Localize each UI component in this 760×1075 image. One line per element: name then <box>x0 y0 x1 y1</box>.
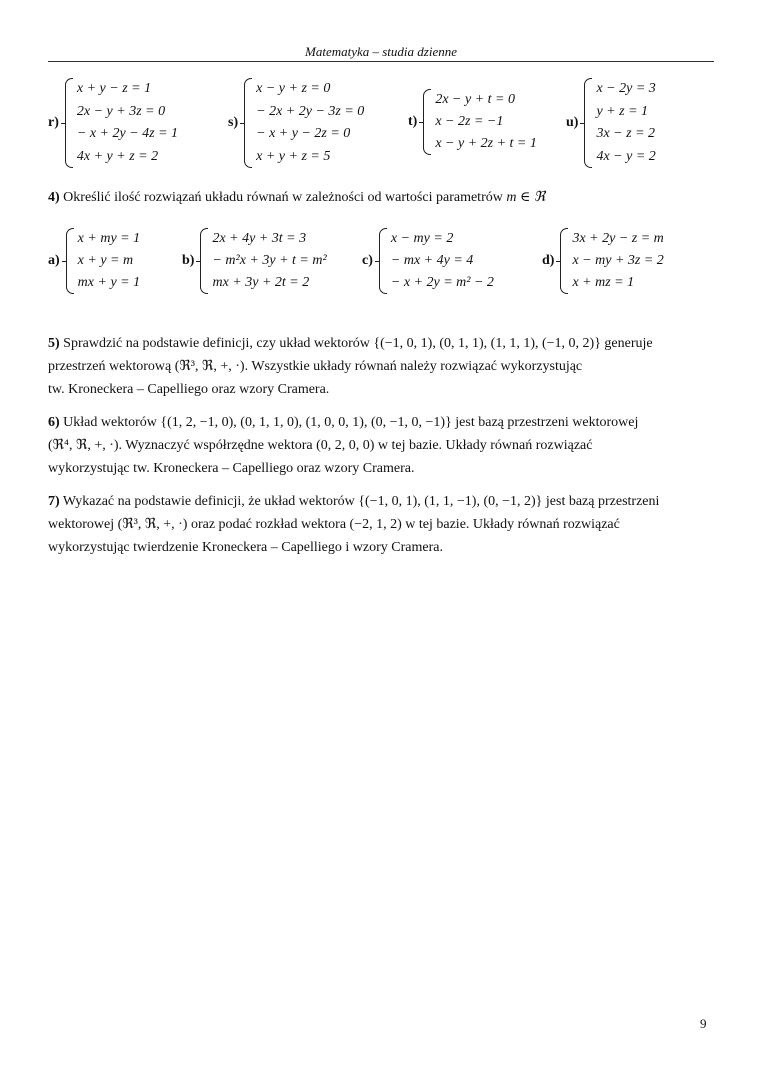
equation: − m²x + 3y + t = m² <box>212 253 327 268</box>
header-rule <box>48 61 714 62</box>
section-6-line-3: wykorzystując tw. Kroneckera – Capelliego oraz wzory Cramera. <box>48 461 415 476</box>
system-label: c) <box>362 253 373 268</box>
brace <box>200 228 208 294</box>
section-number: 6) <box>48 415 60 430</box>
system-label: d) <box>542 253 555 268</box>
equation: 3x + 2y − z = m <box>572 231 664 246</box>
equation: 3x − z = 2 <box>596 126 656 141</box>
equation: y + z = 1 <box>596 103 649 119</box>
paragraph-text: Sprawdzić na podstawie definicji, czy układ wektorów {(−1, 0, 1), (0, 1, 1), (1, 1, 1), (−1, 0, 2)} generuje <box>63 336 653 351</box>
section-number: 7) <box>48 494 60 509</box>
section-4-heading <box>48 186 714 209</box>
equation: − x + 2y = m² − 2 <box>390 275 494 290</box>
section-7 <box>48 490 714 559</box>
brace <box>379 228 387 294</box>
equation: 2x + 4y + 3t = 3 <box>212 231 307 246</box>
page-number: 9 <box>700 1016 707 1031</box>
section-7-line-1 <box>48 490 714 513</box>
brace <box>560 228 568 294</box>
system-b <box>182 228 327 294</box>
system-c <box>362 228 494 294</box>
system-u <box>566 78 656 168</box>
equation: x − y + 2z + t = 1 <box>435 136 537 151</box>
paragraph-text: Wykazać na podstawie definicji, że układ wektorów {(−1, 0, 1), (1, 1, −1), (0, −1, 2)} jest bazą przestrzeni <box>62 494 660 509</box>
brace <box>584 78 592 168</box>
page-header-title: Matematyka – studia dzienne <box>305 44 457 59</box>
brace <box>423 89 431 155</box>
equation: x − 2z = −1 <box>435 114 504 129</box>
system-a <box>48 228 140 294</box>
equation: 4x + y + z = 2 <box>76 148 159 164</box>
system-label: b) <box>182 253 195 268</box>
equation: x + mz = 1 <box>572 275 635 290</box>
equation: 2x − y + t = 0 <box>435 92 515 107</box>
equation: x + my = 1 <box>77 231 141 246</box>
equation: x − my + 3z = 2 <box>572 253 664 268</box>
system-label: s) <box>228 115 239 130</box>
system-t <box>408 89 537 155</box>
equation: x + y − z = 1 <box>76 81 152 96</box>
system-label: r) <box>48 115 59 130</box>
section-5-line-1 <box>48 332 714 355</box>
paragraph-text: Układ wektorów {(1, 2, −1, 0), (0, 1, 1, 0), (1, 0, 0, 1), (0, −1, 0, −1)} jest bazą przestrzeni wektorowej <box>63 415 639 430</box>
equation: − 2x + 2y − 3z = 0 <box>256 103 365 119</box>
equation: − x + 2y − 4z = 1 <box>76 126 179 141</box>
equation: − mx + 4y = 4 <box>390 253 474 268</box>
system-r <box>48 78 178 168</box>
equation: x − y + z = 0 <box>256 81 331 96</box>
brace <box>66 228 74 294</box>
section-number: 5) <box>48 336 60 351</box>
system-d <box>542 228 664 294</box>
section-5-line-3: tw. Kroneckera – Capelliego oraz wzory Cramera. <box>48 382 330 397</box>
section-7-line-2: wektorowej (ℜ³, ℜ, +, ·) oraz podać rozkład wektora (−2, 1, 2) w tej bazie. Układy równań rozwiązać <box>48 517 620 532</box>
section-text: Określić ilość rozwiązań układu równań w zależności od wartości parametrów <box>63 190 503 205</box>
system-label: u) <box>566 115 579 130</box>
section-6 <box>48 411 714 480</box>
equation: x − 2y = 3 <box>596 81 656 96</box>
section-6-line-2: (ℜ⁴, ℜ, +, ·). Wyznaczyć współrzędne wektora (0, 2, 0, 0) w tej bazie. Układy równań rozwiązać <box>48 438 593 453</box>
section-7-line-3: wykorzystując twierdzenie Kroneckera – Capelliego i wzory Cramera. <box>48 540 443 555</box>
equation: x + y = m <box>77 253 134 268</box>
system-s <box>228 78 364 168</box>
equation: 2x − y + 3z = 0 <box>76 103 166 119</box>
equation: mx + y = 1 <box>77 275 141 290</box>
brace <box>65 78 73 168</box>
section-5-line-2: przestrzeń wektorową (ℜ³, ℜ, +, ·). Wszystkie układy równań należy rozwiązać wykorzystując <box>48 359 583 374</box>
equation: 4x − y = 2 <box>596 148 656 164</box>
brace <box>244 78 252 168</box>
parameter-expression: m ∈ ℜ <box>506 190 546 205</box>
equation: mx + 3y + 2t = 2 <box>212 275 310 290</box>
section-6-line-1 <box>48 411 714 434</box>
equation: x + y + z = 5 <box>256 148 331 164</box>
equation: − x + y − 2z = 0 <box>256 126 351 141</box>
equation: x − my = 2 <box>390 231 454 246</box>
system-label: a) <box>48 253 60 268</box>
section-5 <box>48 332 714 401</box>
section-number: 4) <box>48 190 60 205</box>
system-label: t) <box>408 114 418 129</box>
